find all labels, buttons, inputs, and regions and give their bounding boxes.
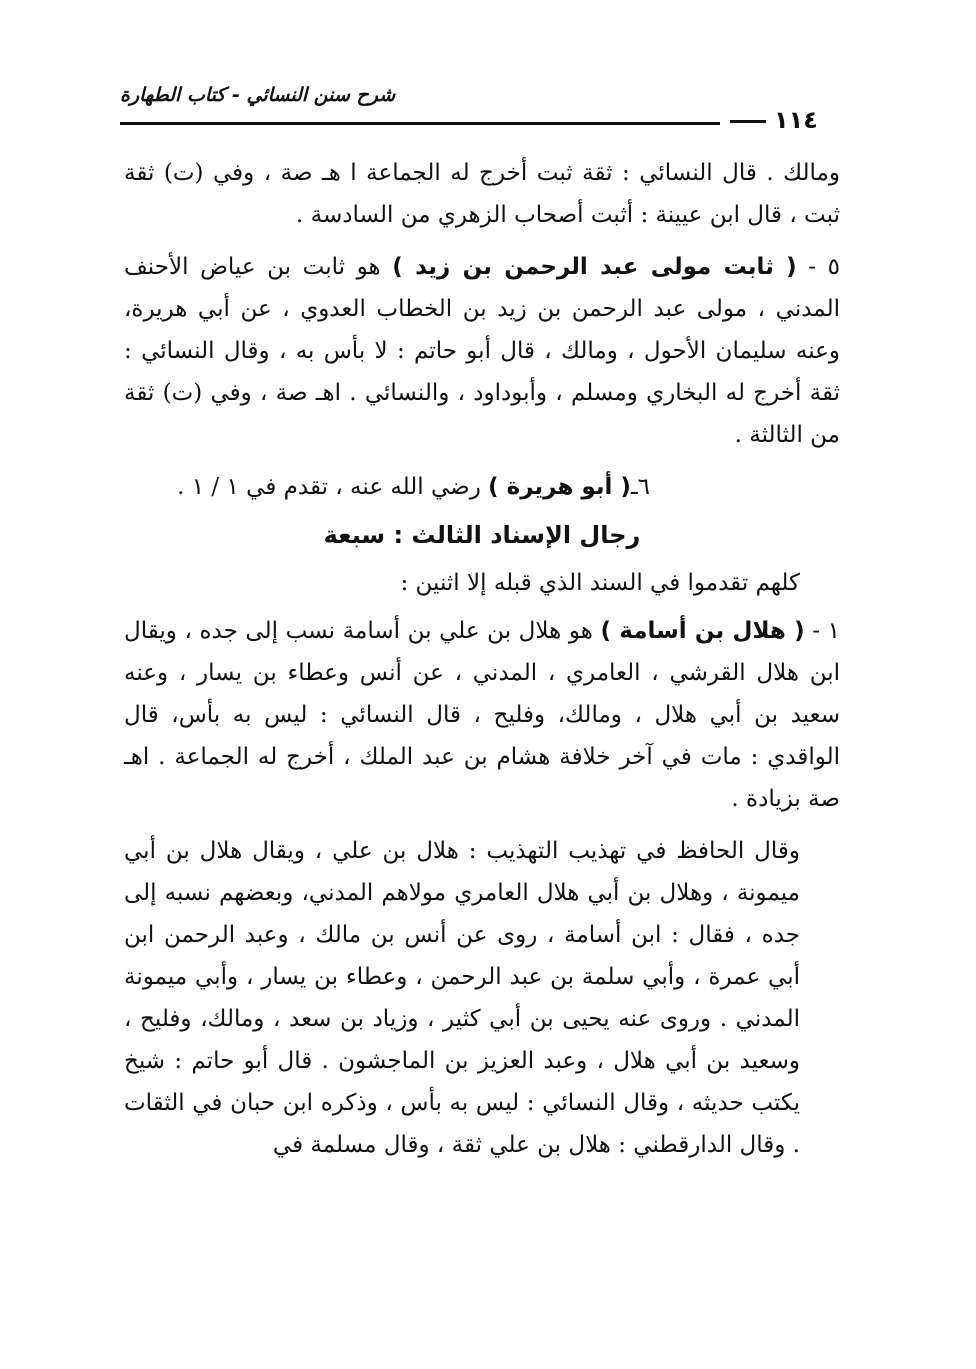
paragraph-narrator-1 bbox=[124, 610, 840, 820]
page-number: ١١٤ bbox=[730, 106, 818, 134]
page-header bbox=[120, 84, 836, 134]
narrator-name: ( هلال بن أسامة ) bbox=[600, 618, 805, 644]
narrator-description: هو ثابت بن عياض الأحنف المدني ، مولى عبد الرحمن بن زيد بن الخطاب العدوي ، عن أبي هريرة، وعنه سليمان الأحول ، ومالك ، قال أبو حاتم : لا بأس به ، وقال النسائي : ثقة أخرج له البخاري ومسلم ، وأبوداود ، والنسائي . اهـ صة ، وفي (ت) ثقة من الثالثة . bbox=[124, 254, 840, 448]
item-number: ٦ـ bbox=[630, 474, 650, 500]
header-rule bbox=[120, 122, 720, 125]
narrator-description: رضي الله عنه ، تقدم في ١ / ١ . bbox=[177, 474, 489, 500]
page-body bbox=[124, 152, 840, 1166]
narrator-description: هو هلال بن علي بن أسامة نسب إلى جده ، ويقال ابن هلال القرشي ، العامري ، المدني ، عن أنس وعطاء بن يسار ، وعنه سعيد بن أبي هلال ، ومالك، وفليح ، قال النسائي : ليس به بأس، قال الواقدي : مات في آخر خلافة هشام بن عبد الملك ، أخرج له الجماعة . اهـ صة بزيادة . bbox=[124, 618, 840, 812]
section-heading: رجال الإسناد الثالث : سبعة bbox=[323, 521, 641, 549]
paragraph-tahdhib: وقال الحافظ في تهذيب التهذيب : هلال بن علي ، ويقال هلال بن أبي ميمونة ، وهلال بن أبي هلال العامري مولاهم المدني، وبعضهم نسبه إلى جده ، فقال : ابن أسامة ، روى عن أنس بن مالك ، وعبد الرحمن ابن أبي عمرة ، وأبي سلمة بن عبد الرحمن ، وعطاء بن يسار ، وأبي ميمونة المدني . وروى عنه يحيى بن أبي كثير ، وزياد بن سعد ، ومالك، وفليح ، وسعيد بن أبي هلال ، وعبد العزيز بن الماجشون . قال أبو حاتم : شيخ يكتب حديثه ، وقال النسائي : ليس به بأس ، وذكره ابن حبان في الثقات . وقال الدارقطني : هلال بن علي ثقة ، وقال مسلمة في bbox=[124, 838, 800, 1158]
narrator-name: ( أبو هريرة ) bbox=[488, 474, 631, 500]
narrator-name: ( ثابت مولى عبد الرحمن بن زيد ) bbox=[392, 254, 797, 280]
item-number: ١ - bbox=[804, 618, 840, 644]
paragraph-narrator-6 bbox=[124, 466, 840, 508]
paragraph-intro: كلهم تقدموا في السند الذي قبله إلا اثنين : bbox=[400, 570, 800, 596]
item-number: ٥ - bbox=[796, 254, 840, 280]
paragraph-narrator-5 bbox=[124, 246, 840, 456]
paragraph-continuation: ومالك . قال النسائي : ثقة ثبت أخرج له الجماعة ا هـ صة ، وفي (ت) ثقة ثبت ، قال ابن عيينة : أثبت أصحاب الزهري من السادسة . bbox=[124, 160, 840, 228]
running-title: شرح سنن النسائي - كتاب الطهارة bbox=[120, 84, 396, 106]
